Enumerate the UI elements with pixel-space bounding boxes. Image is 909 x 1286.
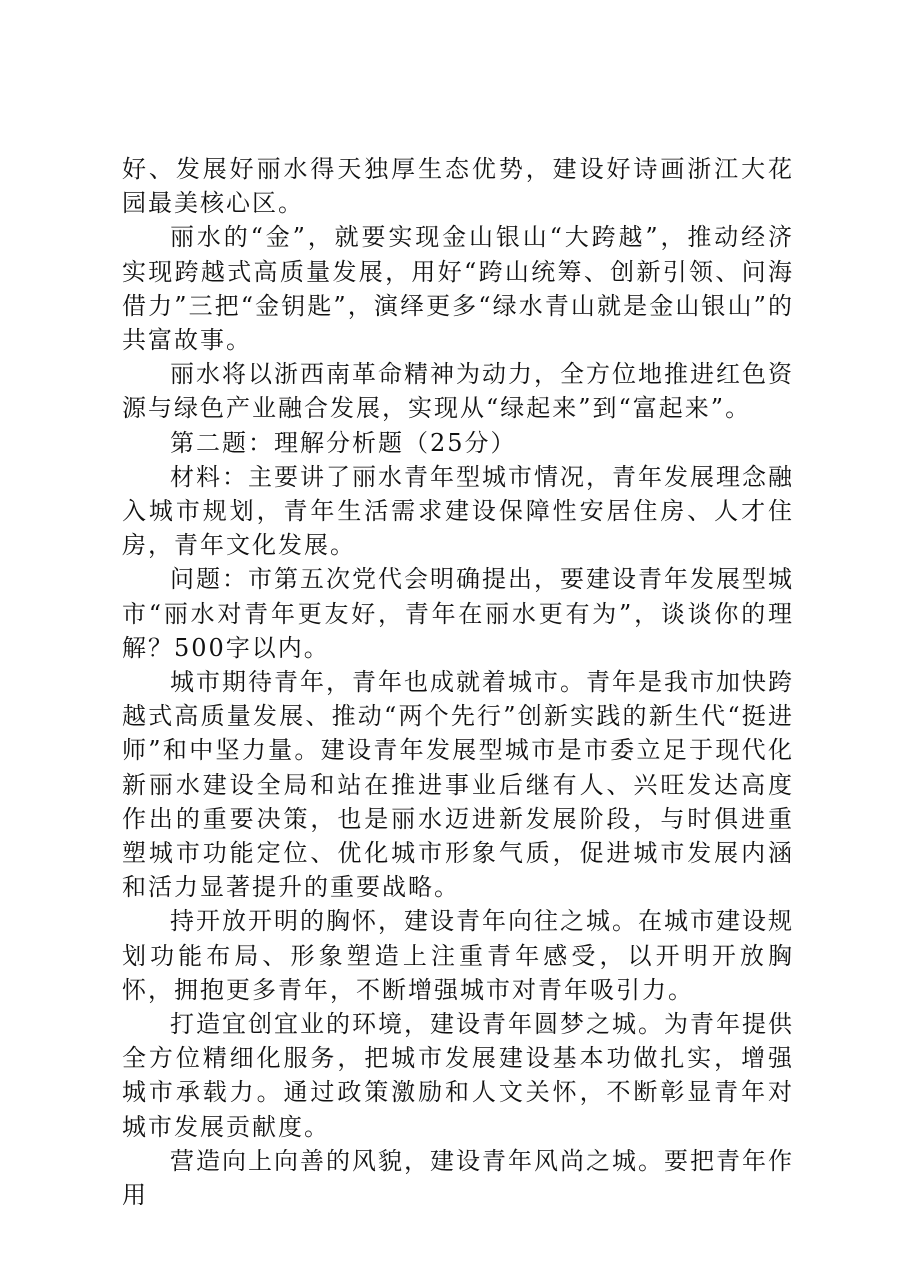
paragraph-fashion-city: 营造向上向善的风貌，建设青年风尚之城。要把青年作用 (122, 1146, 794, 1210)
paragraph-material: 材料：主要讲了丽水青年型城市情况，青年发展理念融入城市规划，青年生活需求建设保障性安居住房、人才住房，青年文化发展。 (122, 462, 794, 560)
paragraph-revolution-spirit: 丽水将以浙西南革命精神为动力，全方位地推进红色资源与绿色产业融合发展，实现从“绿起来”到“富起来”。 (122, 360, 794, 423)
paragraph-continuation: 好、发展好丽水得天独厚生态优势，建设好诗画浙江大花园最美核心区。 (122, 155, 794, 218)
paragraph-dream-city: 打造宜创宜业的环境，建设青年圆梦之城。为青年提供全方位精细化服务，把城市发展建设基本功做扎实，增强城市承载力。通过政策激励和人文关怀，不断彰显青年对城市发展贡献度。 (122, 1010, 794, 1141)
paragraph-open-mind: 持开放开明的胸怀，建设青年向往之城。在城市建设规划功能布局、形象塑造上注重青年感受，以开明开放胸怀，拥抱更多青年，不断增强城市对青年吸引力。 (122, 907, 794, 1004)
question-two-heading: 第二题：理解分析题（25分） (170, 428, 517, 457)
document-body (122, 152, 794, 1212)
paragraph-jin: 丽水的“金”，就要实现金山银山“大跨越”，推动经济实现跨越式高质量发展，用好“跨山统筹、创新引领、问海借力”三把“金钥匙”，演绎更多“绿水青山就是金山银山”的共富故事。 (122, 223, 794, 355)
paragraph-question: 问题：市第五次党代会明确提出，要建设青年发展型城市“丽水对青年更友好，青年在丽水更有为”，谈谈你的理解？500字以内。 (122, 565, 794, 662)
paragraph-city-expects-youth: 城市期待青年，青年也成就着城市。青年是我市加快跨越式高质量发展、推动“两个先行”创新实践的新生代“挺进师”和中坚力量。建设青年发展型城市是市委立足于现代化新丽水建设全局和站在推进事业后继有人、兴旺发达高度作出的重要决策，也是丽水迈进新发展阶段，与时俱进重塑城市功能定位、优化城市形象气质，促进城市发展内涵和活力显著提升的重要战略。 (122, 668, 794, 902)
